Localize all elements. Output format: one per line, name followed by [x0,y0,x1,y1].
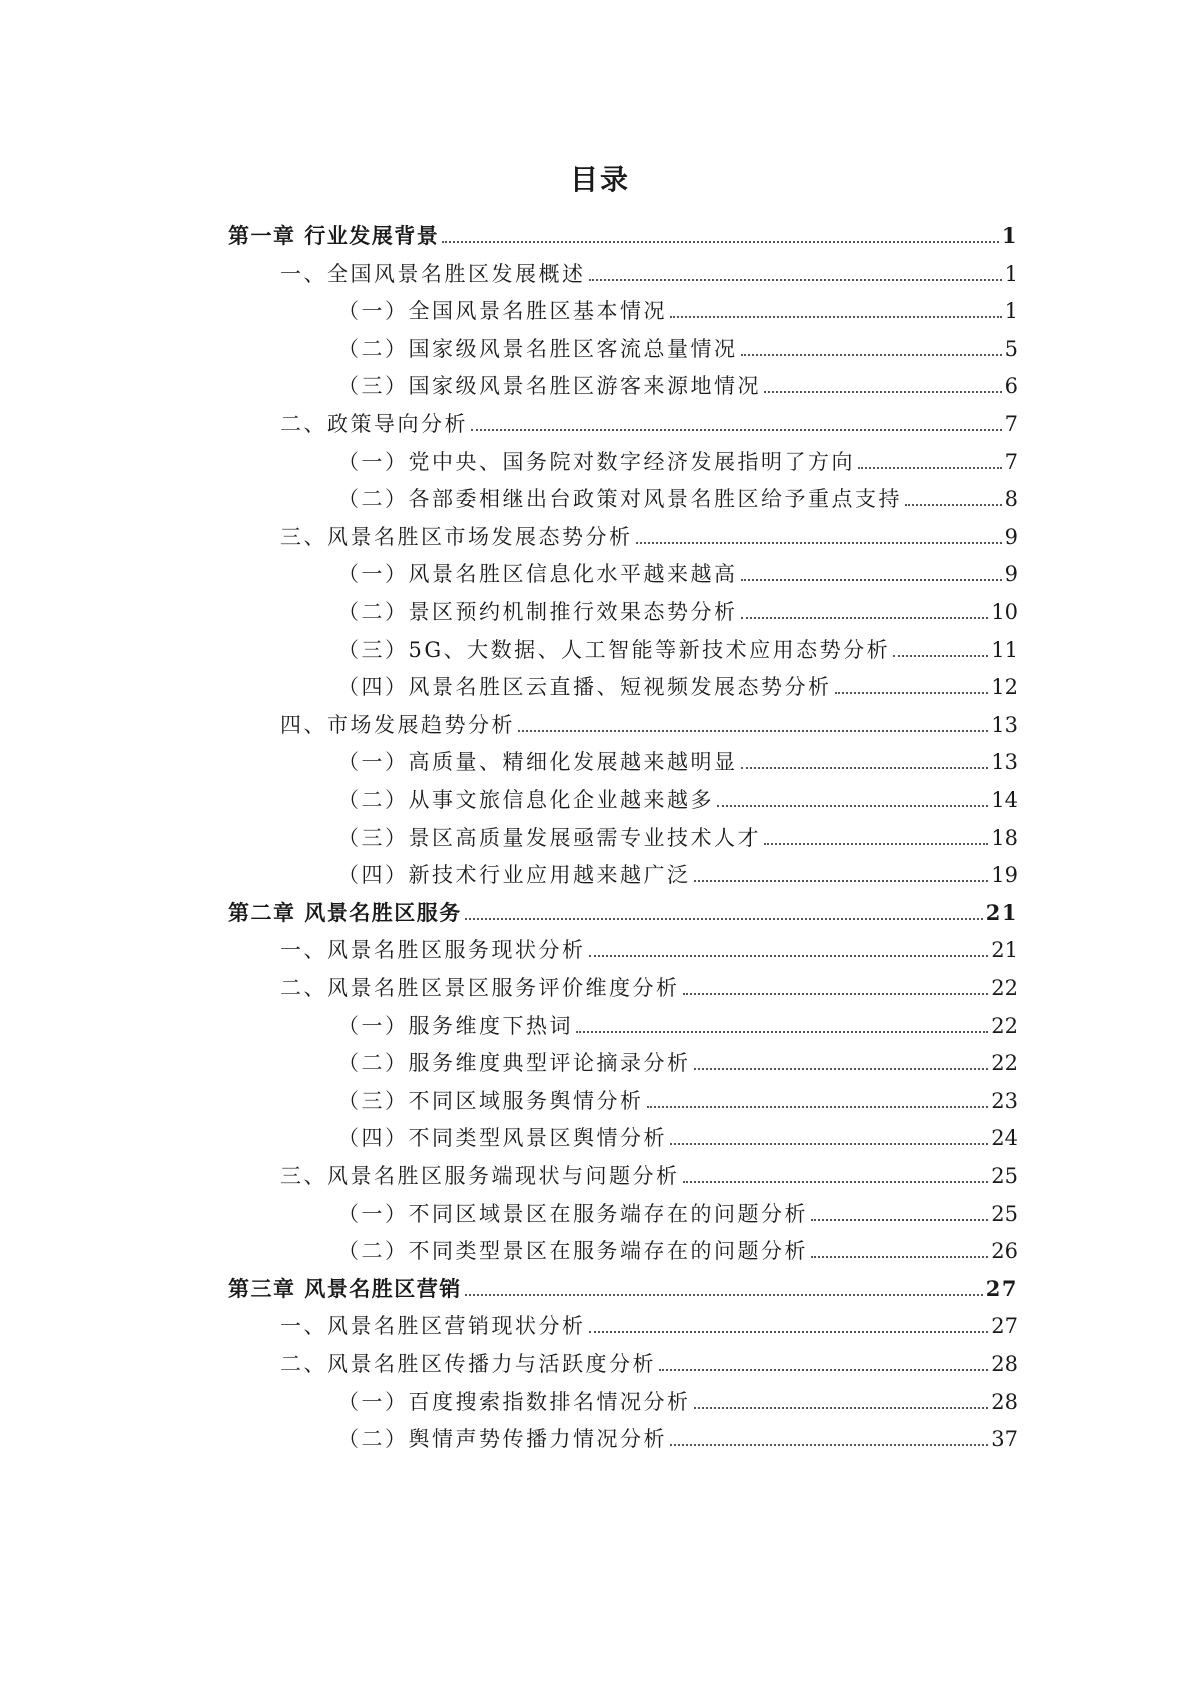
toc-dot-leader [670,316,1002,318]
toc-entry-page-number: 14 [991,788,1018,812]
toc-dot-leader [741,767,989,769]
toc-entry-title: 第三章 风景名胜区营销 [228,1275,462,1301]
toc-entry[interactable] [338,816,1018,852]
toc-dot-leader [471,429,1002,431]
toc-entry-title: 三、风景名胜区服务端现状与问题分析 [280,1164,680,1188]
toc-entry-page-number: 21 [985,899,1018,925]
toc-entry-title: （二）各部委相继出台政策对风景名胜区给予重点支持 [338,487,902,512]
toc-dot-leader [670,1444,988,1446]
toc-entry[interactable] [338,628,1018,664]
toc-entry[interactable] [280,966,1018,1002]
toc-entry[interactable] [338,1229,1018,1265]
toc-entry-page-number: 25 [991,1201,1018,1226]
toc-dot-leader [659,1369,988,1371]
toc-entry-title: （三）国家级风景名胜区游客来源地情况 [338,374,761,399]
toc-entry[interactable] [228,1267,1018,1303]
toc-dot-leader [589,1331,989,1333]
toc-entry-page-number: 13 [991,712,1018,737]
toc-dot-leader [465,1294,983,1296]
toc-dot-leader [764,843,988,845]
toc-dot-leader [905,504,1002,506]
toc-entry-title: （一）百度搜索指数排名情况分析 [338,1389,691,1414]
toc-entry[interactable] [338,327,1018,363]
toc-entry[interactable] [280,703,1018,739]
toc-dot-leader [893,655,988,657]
toc-dot-leader [811,1256,988,1258]
toc-dot-leader [683,1181,989,1183]
toc-entry-title: （四）新技术行业应用越来越广泛 [338,863,691,888]
toc-entry[interactable] [338,477,1018,513]
toc-entry-page-number: 7 [1004,412,1018,436]
toc-entry-title: 一、全国风景名胜区发展概述 [280,261,586,286]
toc-entry[interactable] [280,1154,1018,1190]
toc-entry-page-number: 11 [991,637,1018,662]
toc-entry-page-number: 7 [1004,449,1018,474]
toc-entry-title: （一）风景名胜区信息化水平越来越高 [338,562,738,587]
toc-entry-title: （一）服务维度下热词 [338,1013,573,1038]
toc-entry-page-number: 19 [991,863,1018,888]
toc-dot-leader [741,617,989,619]
toc-entry-title: 一、风景名胜区服务现状分析 [280,938,586,963]
toc-entry-title: （四）不同类型风景区舆情分析 [338,1126,667,1151]
toc-dot-leader [518,730,988,732]
toc-entry-page-number: 5 [1004,336,1018,361]
toc-entry-title: （二）景区预约机制推行效果态势分析 [338,600,738,624]
toc-entry-title: 二、风景名胜区景区服务评价维度分析 [280,976,680,1000]
toc-entry[interactable] [338,1417,1018,1453]
toc-entry[interactable] [280,1304,1018,1340]
toc-dot-leader [741,354,1002,356]
toc-dot-leader [694,880,989,882]
toc-dot-leader [811,1219,988,1221]
toc-entry[interactable] [338,364,1018,400]
toc-entry-page-number: 26 [991,1239,1018,1264]
toc-dot-leader [835,692,989,694]
toc-entry[interactable] [280,515,1018,551]
toc-entry[interactable] [338,740,1018,776]
toc-entry-title: 二、风景名胜区传播力与活跃度分析 [280,1352,656,1376]
page-title: 目录 [569,163,630,196]
toc-entry-title: （四）风景名胜区云直播、短视频发展态势分析 [338,675,832,700]
toc-entry-page-number: 8 [1004,487,1018,512]
toc-entry-page-number: 1 [1004,299,1018,324]
toc-entry-title: 二、政策导向分析 [280,412,468,436]
toc-entry-page-number: 28 [991,1352,1018,1376]
toc-dot-leader [442,241,999,243]
toc-entry-page-number: 37 [991,1427,1018,1452]
toc-entry[interactable] [338,1192,1018,1228]
toc-entry[interactable] [338,1079,1018,1115]
toc-dot-leader [858,467,1002,469]
toc-entry-title: （二）舆情声势传播力情况分析 [338,1427,667,1452]
toc-entry-title: （一）高质量、精细化发展越来越明显 [338,750,738,775]
toc-entry[interactable] [338,1116,1018,1152]
toc-entry-page-number: 13 [991,750,1018,775]
toc-entry[interactable] [338,590,1018,626]
toc-entry-title: （二）国家级风景名胜区客流总量情况 [338,336,738,361]
toc-entry-page-number: 10 [991,600,1018,624]
toc-entry-title: 第二章 风景名胜区服务 [228,899,462,925]
toc-entry-page-number: 22 [991,1051,1018,1076]
toc-entry[interactable] [338,289,1018,325]
toc-entry-page-number: 27 [991,1314,1018,1339]
toc-entry-title: （一）全国风景名胜区基本情况 [338,299,667,324]
toc-entry-title: （二）从事文旅信息化企业越来越多 [338,788,714,812]
toc-entry-page-number: 27 [985,1275,1018,1301]
toc-dot-leader [694,1407,989,1409]
toc-entry-title: 第一章 行业发展背景 [228,223,440,248]
toc-dot-leader [764,391,1002,393]
toc-dot-leader [576,1031,988,1033]
toc-dot-leader [589,279,1002,281]
toc-entry-title: （三）5G、大数据、人工智能等新技术应用态势分析 [338,637,891,662]
toc-entry-title: （三）不同区域服务舆情分析 [338,1088,644,1113]
toc-entry-title: 四、市场发展趋势分析 [280,712,515,737]
toc-dot-leader [694,1068,989,1070]
toc-entry-title: （一）不同区域景区在服务端存在的问题分析 [338,1201,808,1226]
toc-entry[interactable] [338,1041,1018,1077]
toc-entry[interactable] [228,214,1018,250]
toc-entry[interactable] [228,891,1018,927]
toc-entry[interactable] [338,665,1018,701]
toc-entry-page-number: 9 [1004,524,1018,549]
toc-entry-page-number: 24 [991,1126,1018,1151]
toc-entry-page-number: 1 [1004,261,1018,286]
toc-entry[interactable] [280,928,1018,964]
toc-entry-page-number: 18 [991,825,1018,850]
toc-entry[interactable] [338,1380,1018,1416]
toc-entry-page-number: 9 [1004,562,1018,587]
toc-entry-page-number: 23 [991,1088,1018,1113]
toc-dot-leader [589,955,989,957]
toc-entry-page-number: 25 [991,1164,1018,1188]
toc-entry-title: 一、风景名胜区营销现状分析 [280,1314,586,1339]
toc-entry-page-number: 22 [991,976,1018,1000]
toc-entry[interactable] [280,252,1018,288]
toc-entry-page-number: 1 [1001,223,1018,248]
toc-entry-page-number: 21 [991,938,1018,963]
toc-entry-page-number: 6 [1004,374,1018,399]
toc-entry-title: （二）不同类型景区在服务端存在的问题分析 [338,1239,808,1264]
toc-dot-leader [683,993,989,995]
toc-entry[interactable] [338,778,1018,814]
toc-entry[interactable] [338,853,1018,889]
toc-entry-page-number: 28 [991,1389,1018,1414]
toc-dot-leader [465,918,983,920]
toc-entry-page-number: 12 [991,675,1018,700]
toc-dot-leader [636,542,1002,544]
toc-entry[interactable] [338,552,1018,588]
toc-entry-title: 三、风景名胜区市场发展态势分析 [280,524,633,549]
toc-dot-leader [647,1106,989,1108]
toc-dot-leader [670,1143,988,1145]
toc-entry-title: （三）景区高质量发展亟需专业技术人才 [338,825,761,850]
toc-entry[interactable] [338,1004,1018,1040]
toc-entry[interactable] [280,1342,1018,1378]
toc-dot-leader [717,805,988,807]
toc-entry[interactable] [280,402,1018,438]
toc-entry-page-number: 22 [991,1013,1018,1038]
toc-entry-title: （二）服务维度典型评论摘录分析 [338,1051,691,1076]
toc-dot-leader [741,579,1002,581]
toc-entry-title: （一）党中央、国务院对数字经济发展指明了方向 [338,449,855,474]
toc-entry[interactable] [338,440,1018,476]
